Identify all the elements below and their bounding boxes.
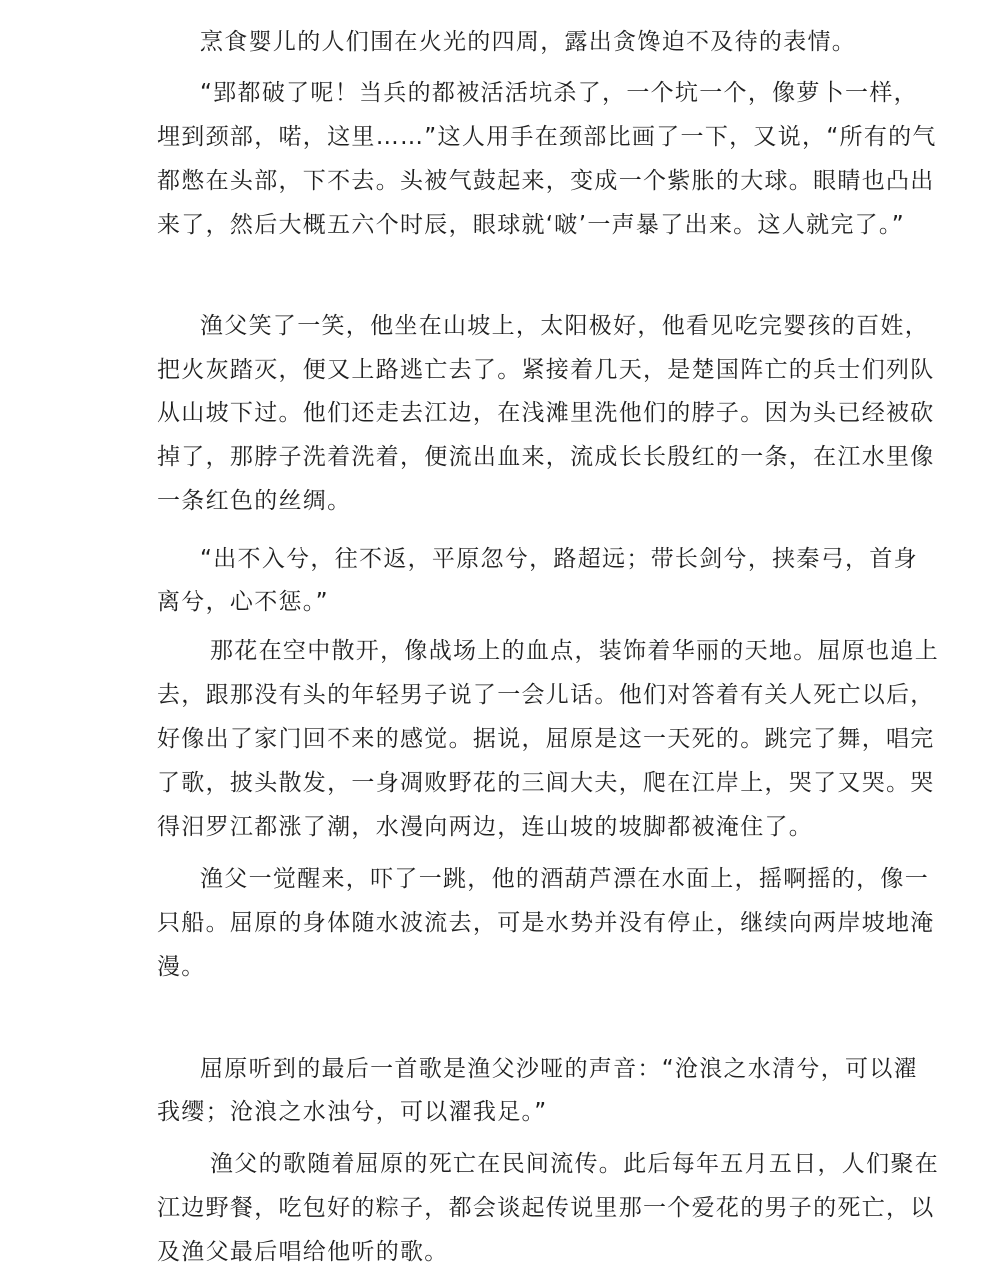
text-line: 好像出了家门回不来的感觉。据说，屈原是这一天死的。跳完了舞，唱完 xyxy=(157,726,935,752)
text-line: 只船。屈原的身体随水波流去，可是水势并没有停止，继续向两岸坡地淹 xyxy=(157,910,935,936)
text-line: 我缨；沧浪之水浊兮，可以濯我足。” xyxy=(157,1099,548,1125)
text-line: 埋到颈部，喏，这里……”这人用手在颈部比画了一下，又说，“所有的气 xyxy=(157,124,937,150)
text-line: 离兮，心不惩。” xyxy=(157,589,329,615)
text-line: “出不入兮，往不返，平原忽兮，路超远；带长剑兮，挟秦弓，首身 xyxy=(200,546,918,572)
text-line: 都憋在头部，下不去。头被气鼓起来，变成一个紫胀的大球。眼睛也凸出 xyxy=(157,168,935,194)
text-line: 了歌，披头散发，一身凋败野花的三闾大夫，爬在江岸上，哭了又哭。哭 xyxy=(157,770,935,796)
text-line: 那花在空中散开，像战场上的血点，装饰着华丽的天地。屈原也追上 xyxy=(210,638,939,664)
text-line: 渔父的歌随着屈原的死亡在民间流传。此后每年五月五日，人们聚在 xyxy=(210,1151,939,1177)
text-line: 一条红色的丝绸。 xyxy=(157,488,352,514)
text-line: 把火灰踏灭，便又上路逃亡去了。紧接着几天，是楚国阵亡的兵士们列队 xyxy=(157,357,935,383)
text-line: 漫。 xyxy=(157,954,206,980)
text-line: “郢都破了呢！当兵的都被活活坑杀了，一个坑一个，像萝卜一样， xyxy=(200,80,918,106)
text-line: 得汨罗江都涨了潮，水漫向两边，连山坡的坡脚都被淹住了。 xyxy=(157,814,814,840)
text-line: 江边野餐，吃包好的粽子，都会谈起传说里那一个爱花的男子的死亡，以 xyxy=(157,1195,935,1221)
text-line: 去，跟那没有头的年轻男子说了一会儿话。他们对答着有关人死亡以后， xyxy=(157,682,935,708)
text-line: 从山坡下过。他们还走去江边，在浅滩里洗他们的脖子。因为头已经被砍 xyxy=(157,400,935,426)
text-line: 来了，然后大概五六个时辰，眼球就‘啵’一声暴了出来。这人就完了。” xyxy=(157,212,905,238)
text-line: 烹食婴儿的人们围在火光的四周，露出贪馋迫不及待的表情。 xyxy=(200,29,857,55)
text-line: 屈原听到的最后一首歌是渔父沙哑的声音：“沧浪之水清兮，可以濯 xyxy=(200,1056,918,1082)
text-line: 渔父一觉醒来，吓了一跳，他的酒葫芦漂在水面上，摇啊摇的，像一 xyxy=(200,866,929,892)
text-line: 及渔父最后唱给他听的歌。 xyxy=(157,1239,449,1265)
text-line: 渔父笑了一笑，他坐在山坡上，太阳极好，他看见吃完婴孩的百姓， xyxy=(200,313,929,339)
text-line: 掉了，那脖子洗着洗着，便流出血来，流成长长殷红的一条，在江水里像 xyxy=(157,444,935,470)
